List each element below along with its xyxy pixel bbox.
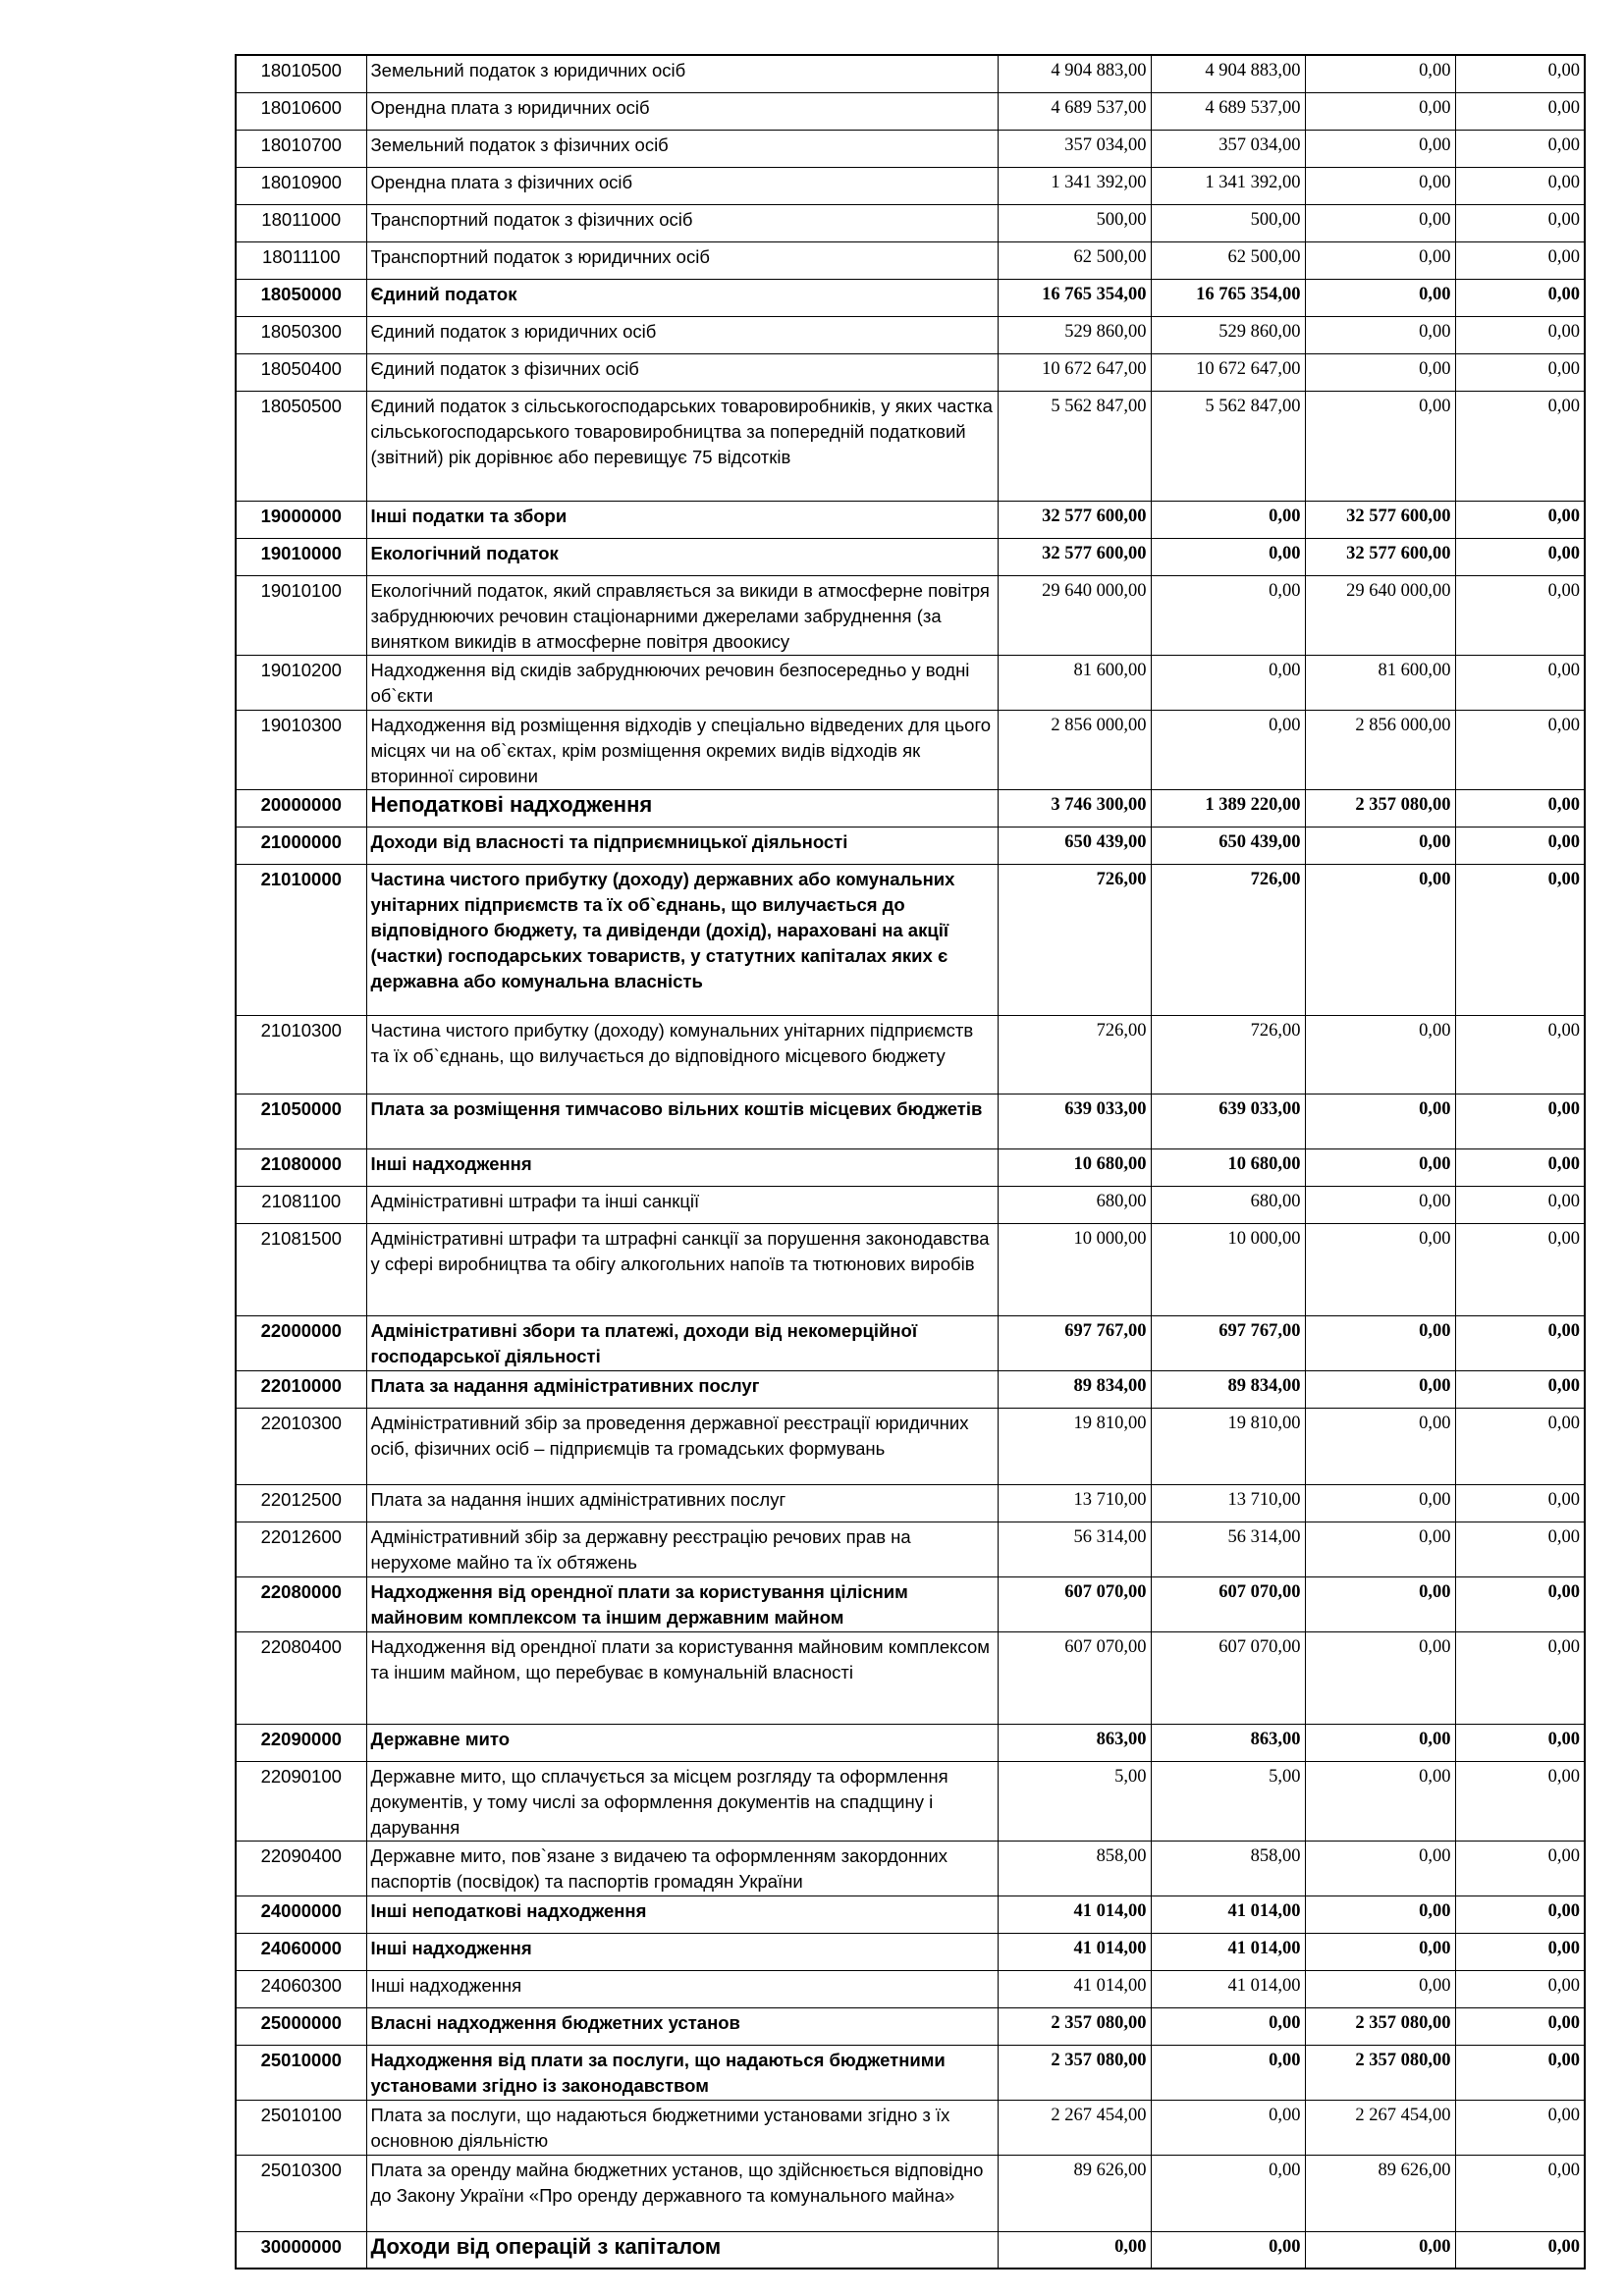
row-code: 30000000 (236, 2231, 366, 2269)
row-value-1: 41 014,00 (998, 1933, 1151, 1970)
row-value-2: 0,00 (1151, 2100, 1305, 2155)
row-code: 19010100 (236, 575, 366, 655)
row-value-2: 13 710,00 (1151, 1484, 1305, 1522)
row-value-4: 0,00 (1455, 316, 1585, 353)
row-value-3: 0,00 (1305, 864, 1455, 1015)
row-name: Частина чистого прибутку (доходу) державних або комунальних унітарних підприємств та їх об`єднань, що вилучається до відповідного бюджету, та дивіденди (дохід), нараховані на акції (частки) господарських товариств, у статутних капіталах яких є державна або комунальна власність (366, 864, 998, 1015)
row-value-1: 29 640 000,00 (998, 575, 1151, 655)
table-row (236, 1223, 1585, 1315)
table-row (236, 2007, 1585, 2045)
row-value-3: 0,00 (1305, 1522, 1455, 1576)
row-value-4: 0,00 (1455, 2045, 1585, 2100)
row-value-3: 0,00 (1305, 167, 1455, 204)
row-code: 21081100 (236, 1186, 366, 1223)
row-name: Орендна плата з фізичних осіб (366, 167, 998, 204)
table-row (236, 1896, 1585, 1933)
row-value-3: 2 357 080,00 (1305, 2045, 1455, 2100)
row-code: 22010300 (236, 1408, 366, 1484)
table-row (236, 2155, 1585, 2231)
row-value-1: 726,00 (998, 864, 1151, 1015)
row-value-1: 639 033,00 (998, 1094, 1151, 1148)
row-value-3: 0,00 (1305, 1408, 1455, 1484)
row-name: Державне мито, пов`язане з видачею та оформленням закордонних паспортів (посвідок) та паспортів громадян України (366, 1841, 998, 1896)
row-value-1: 89 626,00 (998, 2155, 1151, 2231)
row-name: Адміністративні штрафи та інші санкції (366, 1186, 998, 1223)
row-value-4: 0,00 (1455, 204, 1585, 241)
row-name: Доходи від операцій з капіталом (366, 2231, 998, 2269)
row-code: 21010300 (236, 1015, 366, 1094)
row-value-4: 0,00 (1455, 2100, 1585, 2155)
row-value-1: 5 562 847,00 (998, 391, 1151, 501)
row-value-3: 32 577 600,00 (1305, 538, 1455, 575)
row-code: 20000000 (236, 789, 366, 827)
row-name: Доходи від власності та підприємницької діяльності (366, 827, 998, 864)
row-value-1: 680,00 (998, 1186, 1151, 1223)
row-value-2: 16 765 354,00 (1151, 279, 1305, 316)
row-value-4: 0,00 (1455, 1015, 1585, 1094)
budget-revenue-table (235, 54, 1586, 2269)
row-value-4: 0,00 (1455, 789, 1585, 827)
row-value-3: 0,00 (1305, 1970, 1455, 2007)
row-value-2: 607 070,00 (1151, 1631, 1305, 1724)
row-value-1: 32 577 600,00 (998, 538, 1151, 575)
row-code: 21050000 (236, 1094, 366, 1148)
row-code: 22080400 (236, 1631, 366, 1724)
row-code: 25000000 (236, 2007, 366, 2045)
row-value-2: 19 810,00 (1151, 1408, 1305, 1484)
table-row (236, 1370, 1585, 1408)
row-value-3: 0,00 (1305, 1631, 1455, 1724)
row-value-4: 0,00 (1455, 1896, 1585, 1933)
row-name: Плата за надання інших адміністративних послуг (366, 1484, 998, 1522)
row-code: 22012600 (236, 1522, 366, 1576)
row-code: 22090000 (236, 1724, 366, 1761)
row-name: Інші неподаткові надходження (366, 1896, 998, 1933)
row-value-2: 0,00 (1151, 538, 1305, 575)
row-value-1: 863,00 (998, 1724, 1151, 1761)
row-code: 21000000 (236, 827, 366, 864)
table-row (236, 1315, 1585, 1370)
row-name: Власні надходження бюджетних установ (366, 2007, 998, 2045)
row-value-4: 0,00 (1455, 1370, 1585, 1408)
table-row (236, 1522, 1585, 1576)
row-value-3: 0,00 (1305, 1724, 1455, 1761)
row-value-4: 0,00 (1455, 55, 1585, 92)
row-name: Транспортний податок з фізичних осіб (366, 204, 998, 241)
row-value-1: 697 767,00 (998, 1315, 1151, 1370)
row-value-2: 89 834,00 (1151, 1370, 1305, 1408)
row-value-1: 32 577 600,00 (998, 501, 1151, 538)
row-value-2: 0,00 (1151, 575, 1305, 655)
row-value-3: 0,00 (1305, 1223, 1455, 1315)
table-row (236, 55, 1585, 92)
row-value-2: 10 672 647,00 (1151, 353, 1305, 391)
row-value-3: 0,00 (1305, 1761, 1455, 1841)
row-value-4: 0,00 (1455, 353, 1585, 391)
row-value-1: 10 680,00 (998, 1148, 1151, 1186)
row-value-3: 0,00 (1305, 279, 1455, 316)
row-value-4: 0,00 (1455, 1631, 1585, 1724)
row-value-2: 0,00 (1151, 501, 1305, 538)
row-value-2: 680,00 (1151, 1186, 1305, 1223)
row-value-3: 0,00 (1305, 1933, 1455, 1970)
row-value-2: 858,00 (1151, 1841, 1305, 1896)
row-name: Екологічний податок (366, 538, 998, 575)
row-name: Надходження від плати за послуги, що надаються бюджетними установами згідно із законодавством (366, 2045, 998, 2100)
row-value-2: 1 341 392,00 (1151, 167, 1305, 204)
row-value-3: 0,00 (1305, 1015, 1455, 1094)
row-name: Надходження від розміщення відходів у спеціально відведених для цього місцях чи на об`єктах, крім розміщення окремих видів відходів як вторинної сировини (366, 710, 998, 789)
row-name: Єдиний податок з сільськогосподарських товаровиробників, у яких частка сільськогосподарського товаровиробництва за попередній податковий (звітний) рік дорівнює або перевищує 75 відсотків (366, 391, 998, 501)
row-code: 19010200 (236, 655, 366, 710)
row-value-4: 0,00 (1455, 2231, 1585, 2269)
row-name: Неподаткові надходження (366, 789, 998, 827)
table-row (236, 1484, 1585, 1522)
row-name: Інші надходження (366, 1933, 998, 1970)
row-value-1: 607 070,00 (998, 1576, 1151, 1631)
row-value-3: 0,00 (1305, 204, 1455, 241)
row-code: 24000000 (236, 1896, 366, 1933)
table-row (236, 1841, 1585, 1896)
row-name: Земельний податок з юридичних осіб (366, 55, 998, 92)
row-value-1: 62 500,00 (998, 241, 1151, 279)
row-value-2: 726,00 (1151, 864, 1305, 1015)
row-code: 19010300 (236, 710, 366, 789)
row-value-3: 2 856 000,00 (1305, 710, 1455, 789)
row-value-1: 81 600,00 (998, 655, 1151, 710)
row-value-1: 858,00 (998, 1841, 1151, 1896)
table-row (236, 2231, 1585, 2269)
table-row (236, 1576, 1585, 1631)
row-value-3: 0,00 (1305, 1896, 1455, 1933)
row-value-1: 357 034,00 (998, 130, 1151, 167)
row-name: Державне мито, що сплачується за місцем розгляду та оформлення документів, у тому числі за оформлення документів на спадщину і дарування (366, 1761, 998, 1841)
row-code: 21080000 (236, 1148, 366, 1186)
row-value-2: 650 439,00 (1151, 827, 1305, 864)
table-row (236, 1186, 1585, 1223)
row-value-1: 726,00 (998, 1015, 1151, 1094)
row-value-4: 0,00 (1455, 655, 1585, 710)
row-name: Плата за розміщення тимчасово вільних коштів місцевих бюджетів (366, 1094, 998, 1148)
row-value-2: 357 034,00 (1151, 130, 1305, 167)
table-row (236, 1408, 1585, 1484)
row-value-1: 5,00 (998, 1761, 1151, 1841)
row-value-2: 5 562 847,00 (1151, 391, 1305, 501)
row-value-4: 0,00 (1455, 1576, 1585, 1631)
table-row (236, 1761, 1585, 1841)
row-value-1: 41 014,00 (998, 1896, 1151, 1933)
row-name: Єдиний податок з фізичних осіб (366, 353, 998, 391)
row-value-2: 0,00 (1151, 710, 1305, 789)
row-value-2: 4 689 537,00 (1151, 92, 1305, 130)
row-value-4: 0,00 (1455, 241, 1585, 279)
table-row (236, 655, 1585, 710)
row-code: 18050500 (236, 391, 366, 501)
row-value-2: 697 767,00 (1151, 1315, 1305, 1370)
row-code: 18010600 (236, 92, 366, 130)
table-row (236, 575, 1585, 655)
row-value-2: 529 860,00 (1151, 316, 1305, 353)
row-code: 18011000 (236, 204, 366, 241)
row-code: 18011100 (236, 241, 366, 279)
row-name: Плата за оренду майна бюджетних установ, що здійснюється відповідно до Закону України «Про оренду державного та комунального майна» (366, 2155, 998, 2231)
row-code: 25010300 (236, 2155, 366, 2231)
row-value-2: 0,00 (1151, 2045, 1305, 2100)
table-row (236, 2045, 1585, 2100)
table-row (236, 391, 1585, 501)
row-code: 18010900 (236, 167, 366, 204)
row-value-2: 1 389 220,00 (1151, 789, 1305, 827)
table-row (236, 1631, 1585, 1724)
row-value-1: 607 070,00 (998, 1631, 1151, 1724)
row-value-3: 0,00 (1305, 1315, 1455, 1370)
table-row (236, 353, 1585, 391)
row-value-3: 0,00 (1305, 827, 1455, 864)
row-value-2: 607 070,00 (1151, 1576, 1305, 1631)
row-name: Надходження від скидів забруднюючих речовин безпосередньо у водні об`єкти (366, 655, 998, 710)
row-value-2: 41 014,00 (1151, 1970, 1305, 2007)
row-value-2: 726,00 (1151, 1015, 1305, 1094)
table-body (236, 55, 1585, 2269)
row-code: 18010700 (236, 130, 366, 167)
row-value-3: 0,00 (1305, 316, 1455, 353)
row-value-3: 0,00 (1305, 1841, 1455, 1896)
table-row (236, 827, 1585, 864)
row-value-1: 89 834,00 (998, 1370, 1151, 1408)
row-value-3: 0,00 (1305, 130, 1455, 167)
row-value-2: 10 680,00 (1151, 1148, 1305, 1186)
table-row (236, 316, 1585, 353)
row-value-4: 0,00 (1455, 1970, 1585, 2007)
row-name: Адміністративні штрафи та штрафні санкції за порушення законодавства у сфері виробництва та обігу алкогольних напоїв та тютюнових виробів (366, 1223, 998, 1315)
row-value-4: 0,00 (1455, 1223, 1585, 1315)
row-value-3: 0,00 (1305, 1576, 1455, 1631)
table-row (236, 1724, 1585, 1761)
row-value-2: 0,00 (1151, 2231, 1305, 2269)
row-value-4: 0,00 (1455, 391, 1585, 501)
table-row (236, 864, 1585, 1015)
table-row (236, 710, 1585, 789)
row-value-2: 500,00 (1151, 204, 1305, 241)
table-row (236, 501, 1585, 538)
table-row (236, 92, 1585, 130)
row-value-4: 0,00 (1455, 575, 1585, 655)
row-value-2: 10 000,00 (1151, 1223, 1305, 1315)
row-value-3: 2 267 454,00 (1305, 2100, 1455, 2155)
row-value-4: 0,00 (1455, 92, 1585, 130)
row-value-1: 2 856 000,00 (998, 710, 1151, 789)
row-value-4: 0,00 (1455, 130, 1585, 167)
row-value-1: 500,00 (998, 204, 1151, 241)
row-value-3: 2 357 080,00 (1305, 789, 1455, 827)
row-code: 25010100 (236, 2100, 366, 2155)
row-name: Надходження від орендної плати за користування цілісним майновим комплексом та іншим державним майном (366, 1576, 998, 1631)
row-value-4: 0,00 (1455, 1186, 1585, 1223)
row-value-1: 4 689 537,00 (998, 92, 1151, 130)
table-row (236, 1015, 1585, 1094)
row-value-4: 0,00 (1455, 2155, 1585, 2231)
row-code: 18050000 (236, 279, 366, 316)
row-name: Надходження від орендної плати за користування майновим комплексом та іншим майном, що перебуває в комунальній власності (366, 1631, 998, 1724)
row-value-3: 0,00 (1305, 55, 1455, 92)
row-value-1: 10 000,00 (998, 1223, 1151, 1315)
row-name: Державне мито (366, 1724, 998, 1761)
row-code: 22090100 (236, 1761, 366, 1841)
row-value-4: 0,00 (1455, 538, 1585, 575)
row-value-3: 0,00 (1305, 92, 1455, 130)
row-value-2: 0,00 (1151, 2007, 1305, 2045)
row-code: 22010000 (236, 1370, 366, 1408)
row-value-2: 863,00 (1151, 1724, 1305, 1761)
row-name: Земельний податок з фізичних осіб (366, 130, 998, 167)
row-value-3: 0,00 (1305, 241, 1455, 279)
table-row (236, 130, 1585, 167)
row-value-2: 41 014,00 (1151, 1933, 1305, 1970)
row-value-3: 0,00 (1305, 1370, 1455, 1408)
row-value-2: 4 904 883,00 (1151, 55, 1305, 92)
row-code: 22000000 (236, 1315, 366, 1370)
row-name: Адміністративні збори та платежі, доходи від некомерційної господарської діяльності (366, 1315, 998, 1370)
row-value-3: 0,00 (1305, 391, 1455, 501)
row-name: Єдиний податок (366, 279, 998, 316)
row-code: 25010000 (236, 2045, 366, 2100)
row-value-1: 16 765 354,00 (998, 279, 1151, 316)
row-name: Адміністративний збір за проведення державної реєстрації юридичних осіб, фізичних осіб – підприємців та громадських формувань (366, 1408, 998, 1484)
row-value-1: 3 746 300,00 (998, 789, 1151, 827)
row-code: 18010500 (236, 55, 366, 92)
row-value-3: 29 640 000,00 (1305, 575, 1455, 655)
row-code: 24060000 (236, 1933, 366, 1970)
row-name: Інші надходження (366, 1970, 998, 2007)
row-value-2: 5,00 (1151, 1761, 1305, 1841)
table-row (236, 1148, 1585, 1186)
row-code: 18050400 (236, 353, 366, 391)
row-value-4: 0,00 (1455, 501, 1585, 538)
row-value-2: 62 500,00 (1151, 241, 1305, 279)
row-value-4: 0,00 (1455, 279, 1585, 316)
row-code: 22090400 (236, 1841, 366, 1896)
row-code: 22080000 (236, 1576, 366, 1631)
table-row (236, 789, 1585, 827)
table-row (236, 204, 1585, 241)
row-value-4: 0,00 (1455, 2007, 1585, 2045)
row-code: 19000000 (236, 501, 366, 538)
row-name: Транспортний податок з юридичних осіб (366, 241, 998, 279)
row-code: 19010000 (236, 538, 366, 575)
row-value-4: 0,00 (1455, 167, 1585, 204)
row-value-2: 0,00 (1151, 2155, 1305, 2231)
row-value-3: 81 600,00 (1305, 655, 1455, 710)
row-name: Частина чистого прибутку (доходу) комунальних унітарних підприємств та їх об`єднань, що вилучається до відповідного місцевого бюджету (366, 1015, 998, 1094)
row-name: Орендна плата з юридичних осіб (366, 92, 998, 130)
table-row (236, 1970, 1585, 2007)
row-value-3: 32 577 600,00 (1305, 501, 1455, 538)
row-name: Адміністративний збір за державну реєстрацію речових прав на нерухоме майно та їх обтяжень (366, 1522, 998, 1576)
row-code: 21081500 (236, 1223, 366, 1315)
row-value-2: 639 033,00 (1151, 1094, 1305, 1148)
row-value-1: 0,00 (998, 2231, 1151, 2269)
row-name: Єдиний податок з юридичних осіб (366, 316, 998, 353)
row-value-1: 2 357 080,00 (998, 2007, 1151, 2045)
row-code: 22012500 (236, 1484, 366, 1522)
row-value-2: 0,00 (1151, 655, 1305, 710)
row-value-3: 0,00 (1305, 1484, 1455, 1522)
row-name: Плата за послуги, що надаються бюджетними установами згідно з їх основною діяльністю (366, 2100, 998, 2155)
row-value-4: 0,00 (1455, 1408, 1585, 1484)
row-value-4: 0,00 (1455, 864, 1585, 1015)
row-value-4: 0,00 (1455, 1484, 1585, 1522)
row-value-4: 0,00 (1455, 710, 1585, 789)
table-row (236, 241, 1585, 279)
row-value-4: 0,00 (1455, 1094, 1585, 1148)
row-code: 21010000 (236, 864, 366, 1015)
row-value-4: 0,00 (1455, 1761, 1585, 1841)
row-code: 24060300 (236, 1970, 366, 2007)
row-value-1: 2 267 454,00 (998, 2100, 1151, 2155)
table-row (236, 279, 1585, 316)
row-value-4: 0,00 (1455, 1148, 1585, 1186)
row-value-1: 41 014,00 (998, 1970, 1151, 2007)
row-value-4: 0,00 (1455, 827, 1585, 864)
row-value-1: 13 710,00 (998, 1484, 1151, 1522)
table-row (236, 1933, 1585, 1970)
row-value-3: 0,00 (1305, 1148, 1455, 1186)
row-value-2: 56 314,00 (1151, 1522, 1305, 1576)
row-name: Плата за надання адміністративних послуг (366, 1370, 998, 1408)
row-value-1: 19 810,00 (998, 1408, 1151, 1484)
row-value-4: 0,00 (1455, 1522, 1585, 1576)
row-value-3: 89 626,00 (1305, 2155, 1455, 2231)
row-value-4: 0,00 (1455, 1841, 1585, 1896)
row-value-1: 1 341 392,00 (998, 167, 1151, 204)
row-value-1: 10 672 647,00 (998, 353, 1151, 391)
row-value-4: 0,00 (1455, 1724, 1585, 1761)
row-name: Інші надходження (366, 1148, 998, 1186)
row-value-3: 0,00 (1305, 1094, 1455, 1148)
row-value-3: 0,00 (1305, 1186, 1455, 1223)
row-value-1: 56 314,00 (998, 1522, 1151, 1576)
row-value-3: 0,00 (1305, 353, 1455, 391)
table-row (236, 538, 1585, 575)
table-row (236, 2100, 1585, 2155)
row-value-1: 650 439,00 (998, 827, 1151, 864)
row-value-4: 0,00 (1455, 1315, 1585, 1370)
row-value-3: 2 357 080,00 (1305, 2007, 1455, 2045)
row-value-1: 2 357 080,00 (998, 2045, 1151, 2100)
row-name: Інші податки та збори (366, 501, 998, 538)
row-value-2: 41 014,00 (1151, 1896, 1305, 1933)
row-value-1: 529 860,00 (998, 316, 1151, 353)
row-value-1: 4 904 883,00 (998, 55, 1151, 92)
row-code: 18050300 (236, 316, 366, 353)
row-name: Екологічний податок, який справляється за викиди в атмосферне повітря забруднюючих речовин стаціонарними джерелами забруднення (за винятком викидів в атмосферне повітря двоокису (366, 575, 998, 655)
table-row (236, 167, 1585, 204)
row-value-4: 0,00 (1455, 1933, 1585, 1970)
row-value-3: 0,00 (1305, 2231, 1455, 2269)
table-row (236, 1094, 1585, 1148)
